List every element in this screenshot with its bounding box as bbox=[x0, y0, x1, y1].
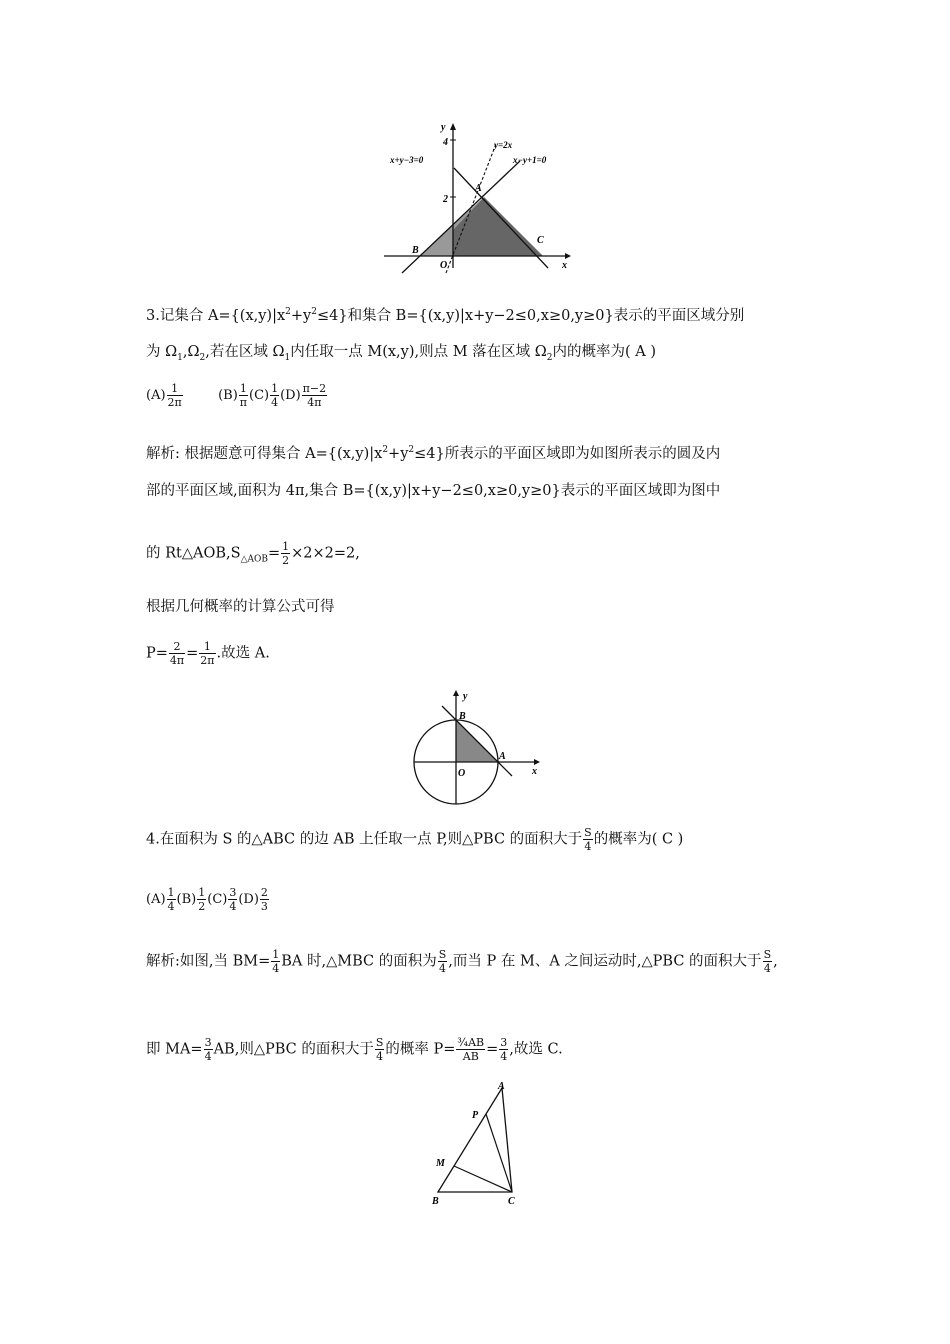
point-label-M: M bbox=[436, 1158, 445, 1169]
tick-label-4: 4 bbox=[443, 137, 448, 148]
point-label-B: B bbox=[459, 711, 466, 722]
q3-option-b: (B) $\frac{1}{\pi}$ bbox=[218, 382, 247, 409]
figure-feasible-region bbox=[380, 118, 580, 278]
label-line-x-minus-y-plus-1: x−y+1=0 bbox=[513, 155, 547, 165]
q3-solution-line-2: 部的平面区域,面积为 4π,集合 B={(x,y)|x+y−2≤0,x≥0,y≥0}表示的平面区域即为图中 bbox=[146, 483, 721, 499]
point-label-C: C bbox=[508, 1196, 515, 1207]
y-axis-arrow bbox=[450, 123, 456, 130]
q4-option-b: (B) $\frac{1}{2}$ bbox=[176, 886, 206, 913]
shaded-region-right bbox=[453, 197, 543, 256]
point-label-A: A bbox=[475, 183, 482, 194]
point-label-B: B bbox=[412, 245, 419, 256]
y-axis-arrow bbox=[453, 690, 459, 696]
tick-label-2: 2 bbox=[443, 194, 448, 205]
q3-solution-line-5: P= $\frac{2}{4\pi}$ = $\frac{1}{2\pi}$ .故选 A. bbox=[146, 640, 270, 667]
x-axis-arrow bbox=[565, 253, 571, 259]
origin-label: O bbox=[458, 768, 466, 779]
q4-options bbox=[146, 886, 270, 913]
q4-stem: 4.在面积为 S 的△ABC 的边 AB 上任取一点 P,则△PBC 的面积大于 $\frac{S}{4}$ 的概率为( C ) bbox=[146, 826, 684, 853]
q3-stem-line-1: 3.记集合 $A=\{(x,y)|x^2+y^2\le 4\}$和集合 B={(x,y)|x+y−2≤0,x≥0,y≥0}表示的平面区域分别 bbox=[146, 307, 745, 324]
origin-label: O bbox=[440, 260, 448, 271]
q4-option-d: (D) $\frac{2}{3}$ bbox=[238, 886, 268, 913]
q3-option-a: (A) $\frac{1}{2\pi}$ bbox=[146, 382, 182, 409]
y-axis-label: y bbox=[441, 122, 446, 133]
point-label-A: A bbox=[499, 751, 506, 762]
x-axis-arrow bbox=[534, 759, 540, 765]
x-axis-label: x bbox=[562, 260, 567, 271]
q3-solution-line-4: 根据几何概率的计算公式可得 bbox=[146, 599, 335, 615]
q3-option-c: (C) $\frac{1}{4}$ bbox=[249, 382, 279, 409]
y-axis-label: y bbox=[463, 691, 468, 702]
q4-solution-line-1: 解析:如图,当 BM= $\frac{1}{4}$ BA 时,△MBC 的面积为 $\frac{S}{4}$ ,而当 P 在 M、A 之间运动时,△PBC 的面积大于 $\frac{S}{4}$ , bbox=[146, 948, 778, 975]
segment-mc bbox=[454, 1166, 512, 1192]
q4-option-a: (A) $\frac{1}{4}$ bbox=[146, 886, 175, 913]
label-line-y-equals-2x: y=2x bbox=[494, 140, 513, 150]
q3-options bbox=[146, 382, 328, 409]
point-label-A: A bbox=[498, 1081, 505, 1092]
q3-solution-line-3: 的 $Rt\triangle AOB,S_{\triangle AOB}=$ $\frac{1}{2}$ ×2×2=2, bbox=[146, 540, 360, 567]
q3-option-d: (D) $\frac{\pi-2}{4\pi}$ bbox=[280, 382, 327, 409]
q4-solution-line-2: 即 MA= $\frac{3}{4}$ AB,则△PBC 的面积大于 $\frac{S}{4}$ 的概率 P= $\frac{\text{¾AB}}{AB}$ = $\frac{3}{4}$ ,故选 C. bbox=[146, 1036, 563, 1063]
q3-stem-line-2: 为 $\Omega_1,\Omega_2$,若在区域 $\Omega_1$内任取一点 M(x,y),则点 M 落在区域 $\Omega_2$内的概率为( A ) bbox=[146, 344, 657, 363]
figure-triangle-abc bbox=[426, 1078, 536, 1210]
x-axis-label: x bbox=[532, 766, 537, 777]
line-x-plus-y-minus-2 bbox=[442, 706, 512, 776]
point-label-B: B bbox=[432, 1196, 439, 1207]
point-label-C: C bbox=[537, 235, 544, 246]
label-line-x-plus-y-minus-3: x+y−3=0 bbox=[390, 155, 424, 165]
point-label-P: P bbox=[472, 1110, 479, 1121]
q3-solution-line-1: 解析: 根据题意可得集合 $A=\{(x,y)|x^2+y^2\le 4\}$所表示的平面区域即为如图所表示的圆及内 bbox=[146, 445, 721, 462]
figure-circle-triangle bbox=[408, 688, 548, 808]
q4-option-c: (C) $\frac{3}{4}$ bbox=[207, 886, 237, 913]
triangle-abc bbox=[438, 1088, 512, 1192]
